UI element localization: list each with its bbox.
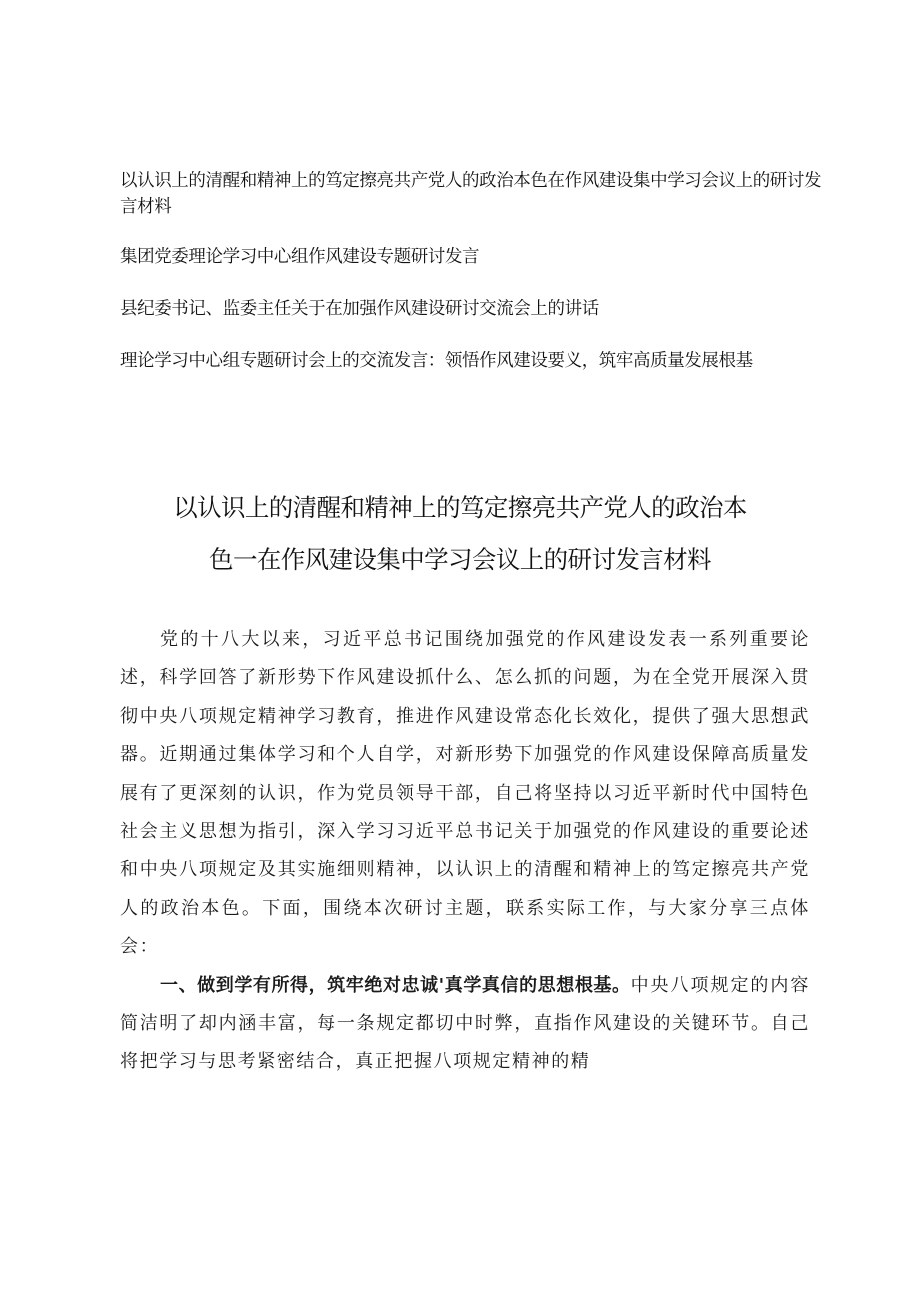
- toc-item-1[interactable]: 以认识上的清醒和精神上的笃定擦亮共产党人的政治本色在作风建设集中学习会议上的研讨发言材料: [120, 171, 822, 217]
- document-title: [110, 482, 810, 586]
- toc-item-3[interactable]: 县纪委书记、监委主任关于在加强作风建设研讨交流会上的讲话: [120, 299, 599, 319]
- document-body: [120, 621, 810, 1082]
- title-line-1: 以认识上的清醒和精神上的笃定擦亮共产党人的政治本: [173, 493, 747, 522]
- section-1-text: 中央八项规定的内容简洁明了却内涵丰富，每一条规定都切中时弊，直指作风建设的关键环节。自己将把学习与思考紧密结合，真正把握八项规定精神的精: [120, 974, 810, 1073]
- body-paragraph-1: 党的十八大以来，习近平总书记围绕加强党的作风建设发表一系列重要论述，科学回答了新形势下作风建设抓什么、怎么抓的问题，为在全党开展深入贯彻中央八项规定精神学习教育，推进作风建设常态化长效化，提供了强大思想武器。近期通过集体学习和个人自学，对新形势下加强党的作风建设保障高质量发展有了更深刻的认识，作为党员领导干部，自己将坚持以习近平新时代中国特色社会主义思想为指引，深入学习习近平总书记关于加强党的作风建设的重要论述和中央八项规定及其实施细则精神，以认识上的清醒和精神上的笃定擦亮共产党人的政治本色。下面，围绕本次研讨主题，联系实际工作，与大家分享三点体会：: [120, 629, 810, 958]
- toc-item-2[interactable]: 集团党委理论学习中心组作风建设专题研讨发言: [120, 247, 480, 267]
- toc-item-4[interactable]: 理论学习中心组专题研讨会上的交流发言：领悟作风建设要义，筑牢高质量发展根基: [120, 351, 753, 371]
- body-paragraph-2: [120, 967, 810, 1082]
- title-line-2: 色一在作风建设集中学习会议上的研讨发言材料: [209, 545, 711, 574]
- table-of-contents: [120, 168, 825, 400]
- section-1-heading: 一、做到学有所得，筑牢绝对忠诚'真学真信的思想根基。: [160, 974, 631, 996]
